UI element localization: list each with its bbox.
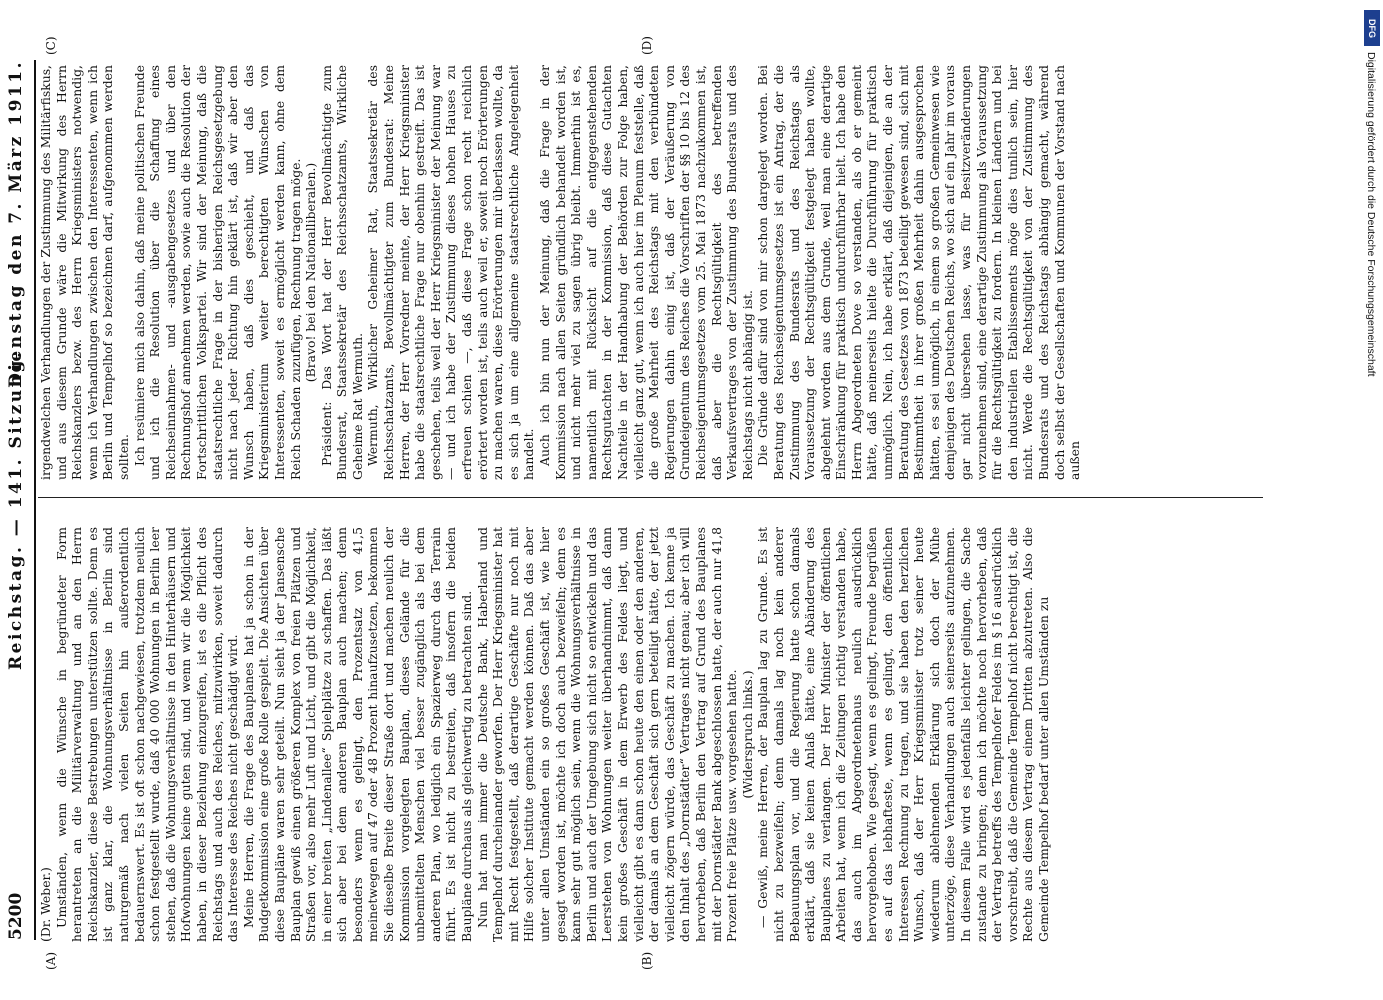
- paragraph: Nun hat man immer die Deutsche Bank, Haberland und Tempelhof durcheinander geworfen. Der Herr Kriegsminister hat mit Recht festgestellt, daß derartige Geschäfte nur noch mit Hilfe solcher Institute gemacht werden können. Daß das aber unter allen Umständen ein so großes Geschäft ist, wie hier gesagt worden ist, möchte ich doch auch bezweifeln; denn es kann sehr gut möglich sein, wenn die Wohnungsverhältnisse in Berlin und auch der Umgebung sich nicht so entwickeln und das Leerstehen von Wohnungen weiter überhandnimmt, daß dann kein großes Geschäft in dem Erwerb des Feldes liegt, und vielleicht gibt es dann schon heute den einen oder den anderen, der damals an dem Geschäft sich gern beteiligt hätte, der jetzt vielleicht zögern würde, das Geschäft zu machen. Ich kenne ja den Inhalt des „Dornstädter“ Vertrages nicht genau; aber ich will hervorheben, daß Berlin den Vertrag auf Grund des Bauplanes mit der Dornstädter Bank abgeschlossen hatte, der auch nur 41,8 Prozent freie Plätze usw. vorgesehen hatte.: [474, 527, 740, 942]
- text-column-right: [38, 65, 1263, 480]
- paragraph: irgendwelchen Verhandlungen der Zustimmung des Militärfiskus, und aus diesem Grunde wäre die Mitwirkung des Herrn Reichskanzlers bezw. des Herrn Kriegsministers notwendig, wenn ich Verhandlungen zwischen den Interessenten, wenn ich Berlin und Tempelhof so bezeichnen darf, aufgenommen werden sollten.: [38, 65, 131, 480]
- column-divider: [38, 497, 1263, 498]
- digitization-note-text: Digitalisierung gefördert durch die Deutsche Forschungsgemeinschaft: [1365, 52, 1377, 377]
- margin-marker-d: (D): [640, 36, 654, 55]
- margin-marker-b: (B): [640, 951, 654, 970]
- page-header: [6, 60, 36, 940]
- paragraph: Wermuth, Wirklicher Geheimer Rat, Staatssekretär des Reichsschatzamts, Bevollmächtigter zum Bundesrat: Meine Herren, der Herr Vorredner meinte, der Herr Kriegsminister habe die staatsrechtliche Frage nur obenhin gestreift. Das ist geschehen, teils weil der Herr Kriegsminister der Meinung war — und ich habe der Zustimmung dieses hohen Hauses zu erfreuen schien —, daß diese Frage schon recht reichlich erörtert worden ist, teils auch weil er, soweit noch Erörterungen zu machen waren, diese Erörterungen mir überlassen wollte, da es sich ja um eine allgemeine staatsrechtliche Angelegenheit handelt.: [365, 65, 537, 480]
- speaker-label: (Dr. Weber.): [38, 867, 53, 942]
- paragraph: Umständen, wenn die Wünsche in begründeter Form herantreten an die Militärverwaltung und an den Herrn Reichskanzler, diese Bestrebungen unterstützen sollte. Denn es ist ganz klar, die Wohnungsverhältnisse in Berlin sind naturgemäß nach vielen Seiten hin außerordentlich bedauernswert. Es ist oft schon nachgewiesen, trotzdem neulich schon festgestellt wurde, daß 40 000 Wohnungen in Berlin leer stehen, daß die Wohnungsverhältnisse in den Hinterhäusern und Hofwohnungen keine guten sind, und wenn wir die Möglichkeit haben, in dieser Beziehung einzugreifen, ist es die Pflicht des Reichstags und auch des Reiches, mitzuwirken, soweit dadurch das Interesse des Reiches nicht geschädigt wird.: [53, 527, 241, 942]
- page-number: 5200: [6, 892, 26, 940]
- margin-marker-c: (C): [44, 36, 58, 55]
- session-title: Reichstag. — 141. Sitzung.: [6, 349, 26, 670]
- digitization-note: [1357, 52, 1379, 612]
- dfg-logo: DFG: [1364, 10, 1380, 46]
- margin-marker-a: (A): [44, 951, 58, 970]
- interjection: (Widerspruch links.): [739, 670, 755, 799]
- paragraph: Präsident: Das Wort hat der Herr Bevollmächtigte zum Bundesrat, Staatssekretär des Reichsschatzamts, Wirkliche Geheime Rat Wermuth.: [318, 65, 365, 480]
- paragraph: Auch ich bin nun der Meinung, daß die Frage in der Kommission nach allen Seiten gründlich behandelt worden ist, und nicht mehr viel zu sagen übrig bleibt. Immerhin ist es, namentlich mit Rücksicht auf die entgegenstehenden Rechtsgutachten in der Kommission, daß diese Gutachten Nachteile in der Handhabung der Behörden zur Folge haben, vielleicht ganz gut, wenn ich auch hier im Plenum feststelle, daß die große Mehrheit des Reichstags mit den verbündeten Regierungen dahin einig ist, daß der Veräußerung von Grundeigentum des Reiches die Vorschriften der §§ 10 bis 12 des Reichseigentumsgesetzes vom 25. Mai 1873 nachzukommen ist, daß aber die Rechtsgültigkeit des betreffenden Verkaufsvertrages von der Zustimmung des Bundesrats und des Reichstags nicht abhängig ist.: [537, 65, 755, 480]
- text-column-left: [38, 527, 1263, 942]
- interjection: (Bravo! bei den Nationalliberalen.): [303, 162, 319, 383]
- paragraph: Ich resümiere mich also dahin, daß meine politischen Freunde und ich die Resolution über die Schaffung eines Reichseinnahmen- und -ausgabengesetzes und über den Rechnungshof annehmen werden, sowie auch die Resolution der Fortschrittlichen Volkspartei. Wir sind der Meinung, daß die staatsrechtliche Frage in der bisherigen Reichsgesetzgebung nicht nach jeder Richtung hin geklärt ist, daß wir aber den Wunsch haben, daß dies geschieht, und daß das Kriegsministerium weiter berechtigten Wünschen von Interessenten, soweit es ermöglicht werden kann, ohne dem Reich Schaden zuzufügen, Rechnung tragen möge.: [131, 65, 303, 480]
- session-date: Dienstag den 7. März 1911.: [6, 60, 26, 388]
- paragraph: Die Gründe dafür sind von mir schon dargelegt worden. Bei Beratung des Reichseigentumsgesetzes ist ein Antrag, der die Zustimmung des Bundesrats und des Reichstags als Voraussetzung der Rechtsgültigkeit festgelegt haben wollte, abgelehnt worden aus dem Grunde, weil man eine derartige Einschränkung für praktisch undurchführbar hielt. Ich habe den Herrn Abgeordneten Dove so verstanden, als ob er gemeint hätte, daß meinerseits hielte die Durchführung für praktisch unmöglich. Nein, ich habe erklärt, daß diejenigen, die an der Beratung des Gesetzes von 1873 beteiligt gewesen sind, sich mit Bestimmtheit in ihrer großen Mehrheit dahin ausgesprochen hätten, es sei unmöglich, in einem so großen Gemeinwesen wie demjenigen des Deutschen Reichs, wo sich auf ein Jahr im voraus gar nicht übersehen lasse, was für Besitzveränderungen vorzunehmen sind, eine derartige Zustimmung als Voraussetzung für die Rechtsgültigkeit zu fordern. In kleinen Ländern und bei den industriellen Etablissements möge dies tunlich sein, hier nicht. Werde die Rechtsgültigkeit von der Zustimmung des Bundesrats und des Reichstags abhängig gemacht, während doch selbst der Gesellschaften und Kommunen der Vorstand nach außen: [755, 65, 1083, 480]
- paragraph: Meine Herren, die Frage des Bauplanes hat ja schon in der Budgetkommission eine große Rolle gespielt. Die Ansichten über diese Baupläne waren sehr geteilt. Nun sieht ja der Jansensche Bauplan gewiß einen größeren Komplex von freien Plätzen und Straßen vor, also mehr Luft und Licht, und gibt die Möglichkeit, in einer breiten „Lindenallee“ Spielplätze zu schaffen. Das läßt sich aber bei dem anderen Bauplan auch machen; denn besonders wenn es gelingt, den Prozentsatz von 41,5 meinetwegen auf 47 oder 48 Prozent hinaufzusetzen, bekommen Sie dieselbe Breite dieser Straße dort und machen neulich der Kommission vorgelegten Bauplan, dieses Gelände für die unbemittelten Menschen viel besser zugänglich als bei dem anderen Plan, wo lediglich ein Spazierweg durch das Terrain führt. Es ist nicht zu bestreiten, daß insofern die beiden Baupläne durchaus als gleichwertig zu betrachten sind.: [240, 527, 475, 942]
- paragraph: — Gewiß, meine Herren, der Bauplan lag zu Grunde. Es ist nicht zu bezweifeln; denn damals lag noch kein anderer Bebauungsplan vor, und die Regierung hatte schon damals erklärt, daß sie keinen Anlaß hätte, eine Abänderung des Bauplanes zu verlangen. Der Herr Minister der öffentlichen Arbeiten hat, wenn ich die Zeitungen richtig verstanden habe, das auch im Abgeordnetenhaus neulich ausdrücklich hervorgehoben. Wie gesagt, wenn es gelingt, Freunde begrüßen es auf das lebhafteste, wenn es gelingt, den öffentlichen Interessen Rechnung zu tragen, und sie haben den herzlichen Wunsch, daß der Herr Kriegsminister trotz seiner heute wiederum ablehnenden Erklärung sich doch der Mühe unterzöge, diese Verhandlungen auch seinerseits aufzunehmen. In diesem Falle wird es jedenfalls leichter gelingen, die Sache zustande zu bringen; denn ich möchte noch hervorheben, daß der Vertrag betreffs des Tempelhofer Feldes im § 16 ausdrücklich vorschreibt, daß die Gemeinde Tempelhof nicht berechtigt ist, die Rechte aus diesem Vertrag einem Dritten abzutreten. Also die Gemeinde Tempelhof bedarf unter allen Umständen zu: [755, 527, 1051, 942]
